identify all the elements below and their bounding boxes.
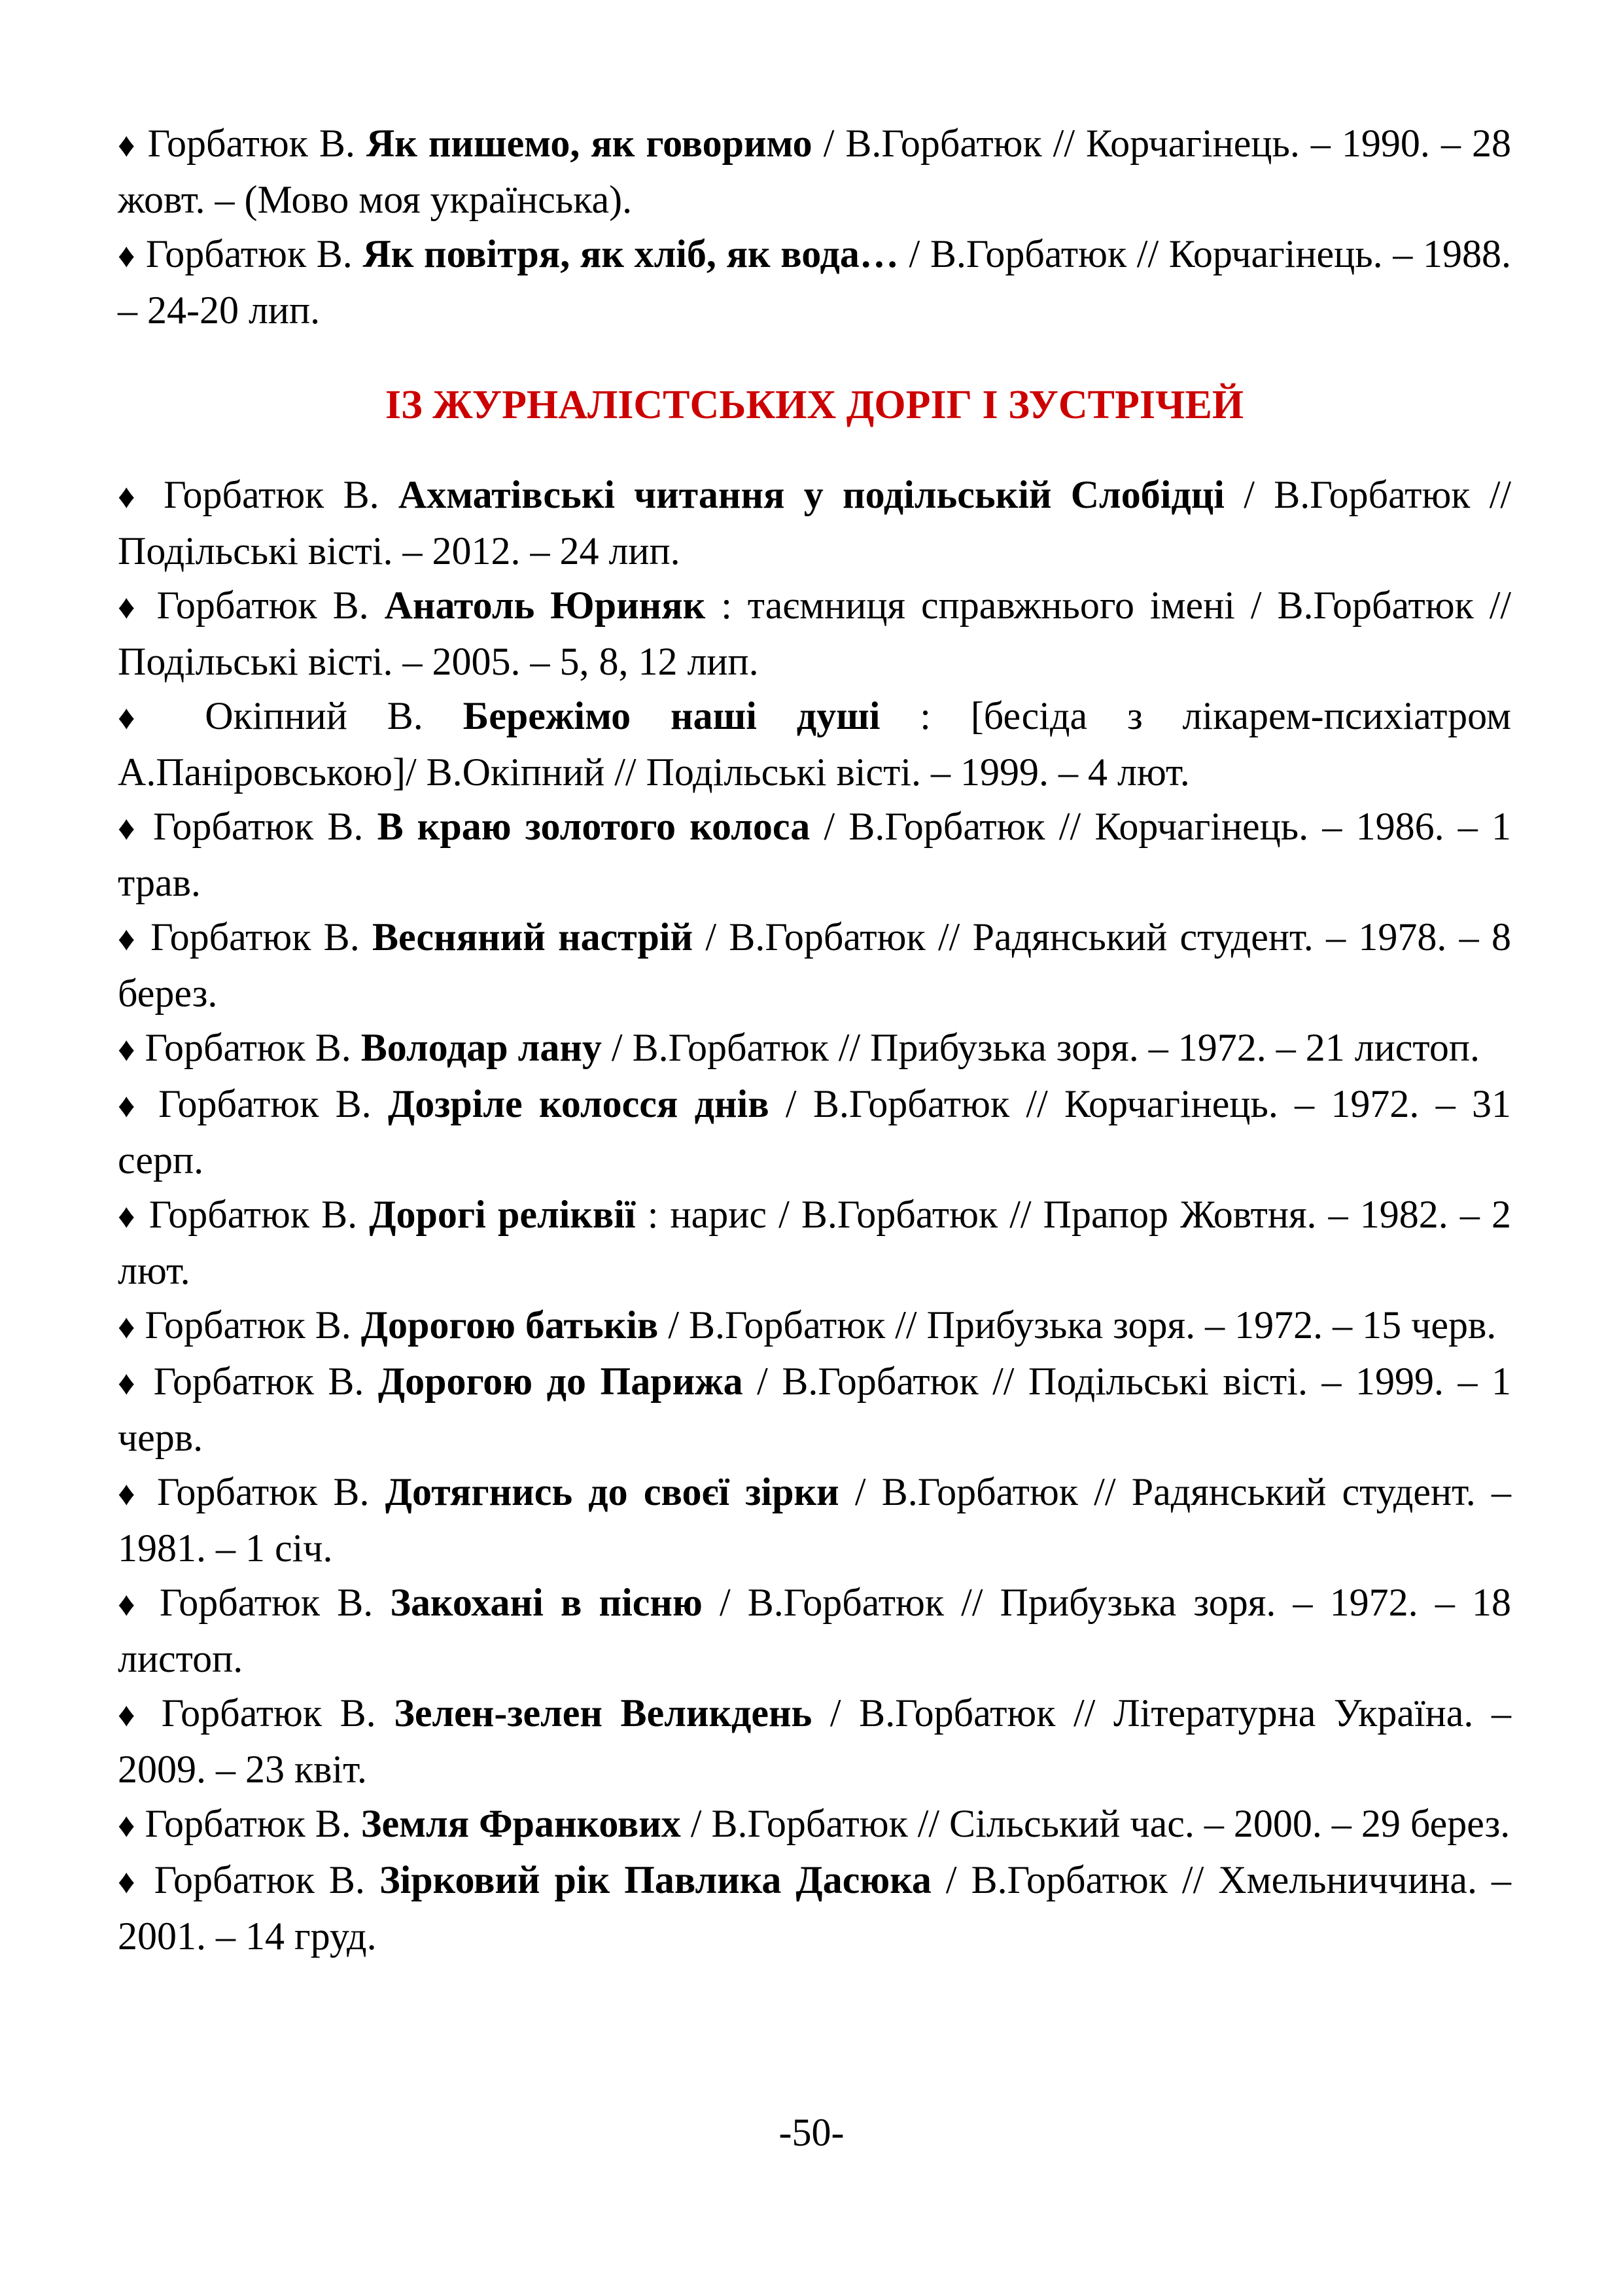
bibliography-entry [118,1853,1511,1964]
entry-title: Дорогою батьків [360,1303,659,1347]
entry-details: / В.Горбатюк // Корчагінець. – 1972. – 31 серп. [118,1082,1512,1182]
bibliography-entry [118,689,1511,800]
diamond-bullet-icon: ♦ [118,1031,135,1069]
entry-details: / В.Горбатюк // Подільські вісті. – 2012. – 24 лип. [118,473,1512,573]
entry-author: Горбатюк В. [145,1026,351,1069]
bibliography-entry [118,1188,1511,1298]
entry-details: / В.Горбатюк // Хмельниччина. – 2001. – 14 груд. [118,1858,1511,1958]
entry-title: Як пишемо, як говоримо [366,122,812,165]
entry-author: Горбатюк В. [145,232,353,275]
entry-details: / В.Горбатюк // Сільський час. – 2000. – 29 берез. [680,1802,1510,1845]
diamond-bullet-icon: ♦ [118,478,145,516]
diamond-bullet-icon: ♦ [118,1697,144,1734]
entry-title: Зелен-зелен Великдень [394,1691,812,1735]
entry-details: / В.Горбатюк // Прибузька зоря. – 1972. – 18 листоп. [118,1581,1511,1680]
entry-author: Горбатюк В. [157,1470,370,1513]
entry-title: Земля Франкових [360,1802,681,1845]
entry-author: Горбатюк В. [154,1858,365,1901]
entry-title: Закохані в пісню [390,1581,703,1624]
entry-author: Горбатюк В. [145,1802,351,1845]
entry-details: / В.Горбатюк // Радянський студент. – 1981. – 1 січ. [118,1470,1512,1570]
entry-details: : нарис / В.Горбатюк // Прапор Жовтня. – 1982. – 2 лют. [118,1193,1512,1292]
entry-author: Окіпний В. [205,694,423,737]
diamond-bullet-icon: ♦ [118,1475,141,1513]
bibliography-entry [118,1298,1511,1354]
entry-author: Горбатюк В. [150,915,360,959]
diamond-bullet-icon: ♦ [118,589,141,626]
entry-author: Горбатюк В. [153,1360,364,1403]
entry-author: Горбатюк В. [164,473,379,516]
bibliography-entry [118,578,1511,689]
diamond-bullet-icon: ♦ [118,1863,140,1901]
entry-details: / В.Горбатюк // Літературна Україна. – 2009. – 23 квіт. [118,1691,1512,1791]
diamond-bullet-icon: ♦ [118,1087,142,1125]
entry-details: / В.Горбатюк // Подільські вісті. – 1999. – 1 черв. [118,1360,1512,1459]
diamond-bullet-icon: ♦ [118,921,138,958]
entry-author: Горбатюк В. [158,1082,372,1125]
diamond-bullet-icon: ♦ [118,1198,137,1235]
entry-title: Дорогою до Парижа [377,1360,743,1403]
diamond-bullet-icon: ♦ [118,699,166,737]
bibliography-entry [118,468,1511,578]
entry-title: В краю золотого колоса [377,805,811,848]
bibliography-entry [118,116,1511,227]
document-page [118,116,1511,1964]
diamond-bullet-icon: ♦ [118,238,136,275]
entry-details: / В.Горбатюк // Корчагінець. – 1986. – 1 трав. [118,805,1511,904]
entry-author: Горбатюк В. [148,1193,358,1236]
bibliography-entry [118,910,1511,1021]
entry-details: / В.Горбатюк // Корчагінець. – 1988. – 24-20 лип. [118,232,1511,332]
entry-author: Горбатюк В. [159,1581,374,1624]
entry-title: Як повітря, як хліб, як вода… [362,232,899,275]
entry-details: / В.Горбатюк // Корчагінець. – 1990. – 28 жовт. – (Мово моя українська). [118,122,1511,221]
page-number: -50- [778,2111,845,2154]
entry-title: Дозріле колосся днів [387,1082,769,1125]
diamond-bullet-icon: ♦ [118,1807,135,1845]
bibliography-entry [118,1465,1511,1576]
bibliography-entry [118,1686,1511,1797]
section-heading: ІЗ ЖУРНАЛІСТСЬКИХ ДОРІГ І ЗУСТРІЧЕЙ [385,383,1244,427]
bibliography-entry [118,800,1511,910]
entry-author: Горбатюк В. [147,122,355,165]
bibliography-entry [118,1576,1511,1686]
entry-details: : таємниця справжнього імені / В.Горбатюк // Подільські вісті. – 2005. – 5, 8, 12 лип. [118,584,1512,683]
bibliography-entry [118,1797,1511,1853]
bibliography-entry [118,1077,1511,1188]
entry-details: / В.Горбатюк // Прибузька зоря. – 1972. – 15 черв. [658,1303,1497,1347]
bibliography-entry [118,227,1511,338]
entry-title: Ахматівські читання у подільській Слобідці [398,473,1225,516]
entry-details: / В.Горбатюк // Радянський студент. – 1978. – 8 берез. [118,915,1511,1015]
diamond-bullet-icon: ♦ [118,810,139,847]
top-entries [118,116,1511,338]
bibliography-entry [118,1021,1511,1077]
entry-title: Весняний настрій [372,915,693,959]
bibliography-entry [118,1354,1511,1465]
entry-details: / В.Горбатюк // Прибузька зоря. – 1972. – 21 листоп. [601,1026,1480,1069]
entry-author: Горбатюк В. [145,1303,351,1347]
entry-title: Дорогі реліквії [369,1193,636,1236]
entry-title: Дотягнись до своєї зірки [385,1470,839,1513]
entry-author: Горбатюк В. [161,1691,376,1735]
entries-list [118,468,1511,1964]
entry-title: Бережімо наші душі [462,694,881,737]
diamond-bullet-icon: ♦ [118,1365,140,1402]
diamond-bullet-icon: ♦ [118,1309,135,1346]
entry-title: Зірковий рік Павлика Дасюка [379,1858,932,1901]
entry-author: Горбатюк В. [156,584,369,627]
diamond-bullet-icon: ♦ [118,1586,143,1623]
entry-title: Володар лану [360,1026,602,1069]
entry-title: Анатоль Юриняк [384,584,706,627]
diamond-bullet-icon: ♦ [118,127,137,164]
entry-author: Горбатюк В. [152,805,364,848]
entry-details: : [бесіда з лікарем-психіатром А.Паніровською]/ В.Окіпний // Подільські вісті. – 1999. – 4 лют. [118,694,1511,794]
